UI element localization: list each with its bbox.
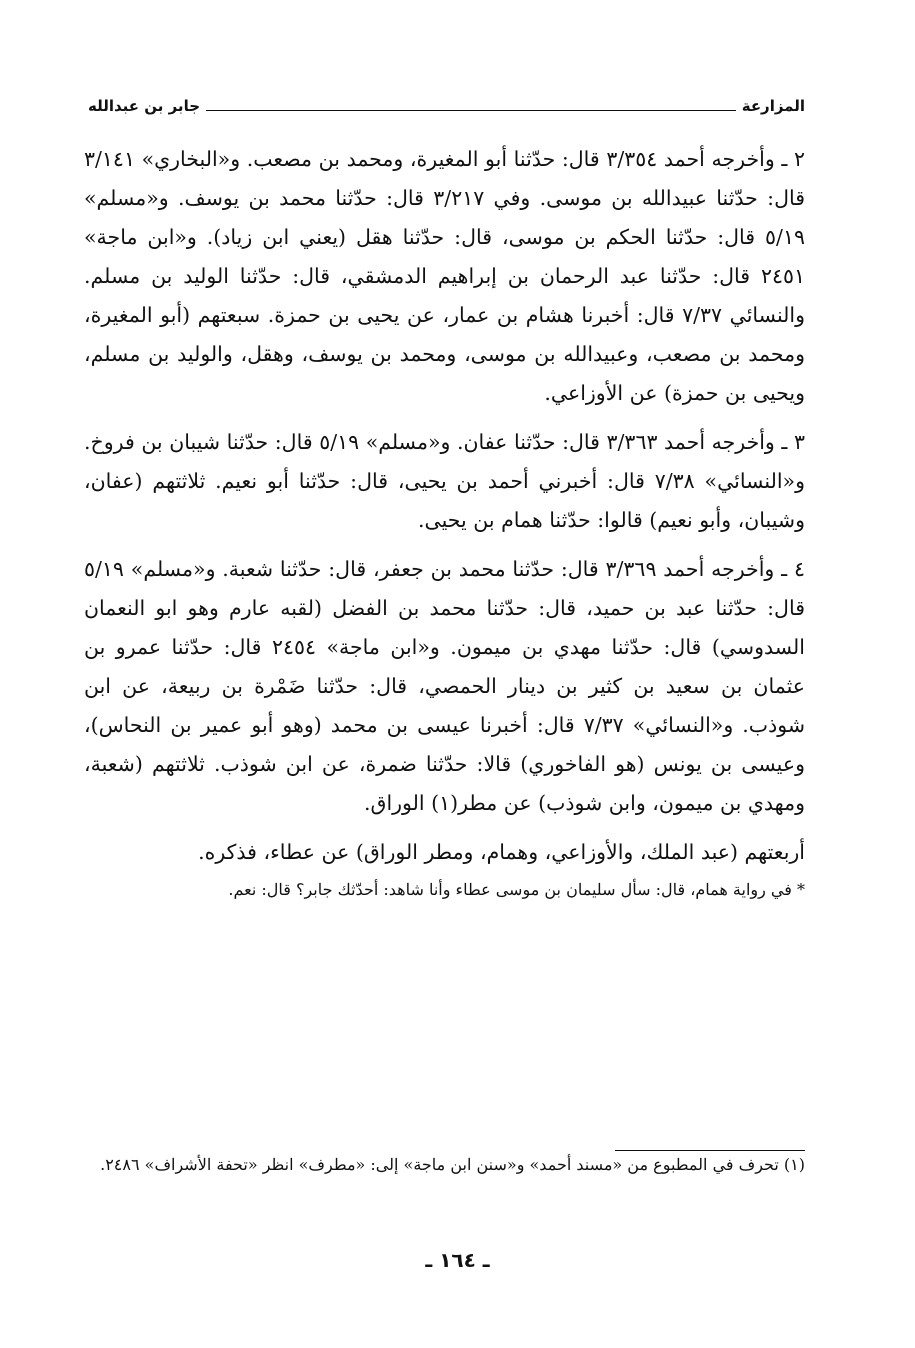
main-text (84, 140, 805, 904)
note-asterisk: * في رواية همام، قال: سأل سليمان بن موسى عطاء وأنا شاهد: أحدّثك جابر؟ قال: نعم. (228, 880, 805, 899)
paragraph-summary: أربعتهم (عبد الملك، والأوزاعي، وهمام، ومطر الوراق) عن عطاء، فذكره. (198, 840, 805, 864)
paragraph-4: ٤ ـ وأخرجه أحمد ٣/٣٦٩ قال: حدّثنا محمد بن جعفر، قال: حدّثنا شعبة. و«مسلم» ٥/١٩ قال: حدّثنا عبد بن حميد، قال: حدّثنا محمد بن الفضل (لقبه عارم وهو ابو النعمان السدوسي) قال: حدّثنا مهدي بن ميمون. و«ابن ماجة» ٢٤٥٤ قال: حدّثنا عمرو بن عثمان بن سعيد بن كثير بن دينار الحمصي، قال: حدّثنا ضَمْرة بن ربيعة، عن ابن شوذب. و«النسائي» ٧/٣٧ قال: أخبرنا عيسى بن محمد (وهو أبو عمير بن النحاس)، وعيسى بن يونس (هو الفاخوري) قالا: حدّثنا ضمرة، عن ابن شوذب. ثلاثتهم (شعبة، ومهدي بن ميمون، وابن شوذب) عن مطر(١) الوراق. (84, 557, 806, 815)
header-section-title: جابر بن عبدالله (88, 97, 201, 115)
running-header (88, 92, 805, 120)
footnote-1: (١) تحرف في المطبوع من «مسند أحمد» و«سنن ابن ماجة» إلى: «مطرف» انظر «تحفة الأشراف» ٢٤٨٦. (100, 1155, 805, 1174)
header-chapter-title: المزارعة (741, 97, 805, 115)
page-number: ـ ١٦٤ ـ (425, 1248, 490, 1272)
paragraph-3: ٣ ـ وأخرجه أحمد ٣/٣٦٣ قال: حدّثنا عفان. و«مسلم» ٥/١٩ قال: حدّثنا شيبان بن فروخ. و«النسائي» ٧/٣٨ قال: أخبرني أحمد بن يحيى، قال: حدّثنا أبو نعيم. ثلاثتهم (عفان، وشيبان، وأبو نعيم) قالوا: حدّثنا همام بن يحيى. (84, 430, 805, 532)
footnote-rule (615, 1150, 805, 1151)
header-rule (206, 110, 736, 111)
paragraph-2: ٢ ـ وأخرجه أحمد ٣/٣٥٤ قال: حدّثنا أبو المغيرة، ومحمد بن مصعب. و«البخاري» ٣/١٤١ قال: حدّثنا عبيدالله بن موسى. وفي ٣/٢١٧ قال: حدّثنا محمد بن يوسف. و«مسلم» ٥/١٩ قال: حدّثنا الحكم بن موسى، قال: حدّثنا هقل (يعني ابن زياد). و«ابن ماجة» ٢٤٥١ قال: حدّثنا عبد الرحمان بن إبراهيم الدمشقي، قال: حدّثنا الوليد بن مسلم. والنسائي ٧/٣٧ قال: أخبرنا هشام بن عمار، عن يحيى بن حمزة. سبعتهم (أبو المغيرة، ومحمد بن مصعب، وعبيدالله بن موسى، ومحمد بن يوسف، وهقل، والوليد بن مسلم، ويحيى بن حمزة) عن الأوزاعي. (84, 147, 806, 405)
